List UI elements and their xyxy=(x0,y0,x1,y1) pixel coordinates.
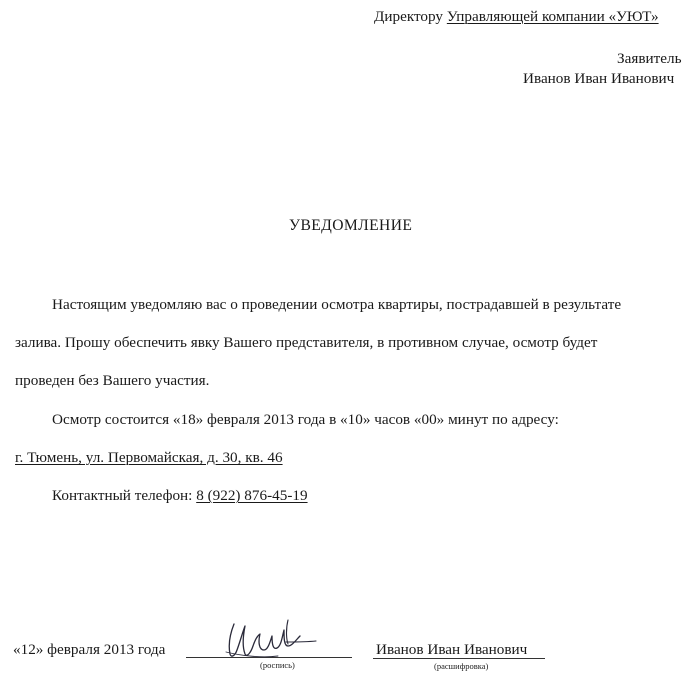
contact-phone-line xyxy=(52,487,308,505)
addressee-company: Управляющей компании «УЮТ» xyxy=(446,8,659,25)
signing-date: «12» февраля 2013 года xyxy=(13,641,166,658)
body-paragraph-1-line-3: проведен без Вашего участия. xyxy=(15,372,210,389)
signer-name: Иванов Иван Иванович xyxy=(376,641,528,658)
applicant-label: Заявитель xyxy=(617,50,682,67)
addressee-line xyxy=(374,8,659,26)
handwritten-signature xyxy=(212,612,322,664)
phone-number: 8 (922) 876-45-19 xyxy=(196,487,308,504)
body-paragraph-1-line-1: Настоящим уведомляю вас о проведении осмотра квартиры, пострадавшей в результате xyxy=(52,296,622,313)
name-caption: (расшифровка) xyxy=(434,661,489,671)
name-line xyxy=(373,658,545,659)
phone-label: Контактный телефон: xyxy=(52,487,197,504)
document-title: УВЕДОМЛЕНИЕ xyxy=(289,217,413,234)
signature-caption: (роспись) xyxy=(260,660,295,670)
addressee-prefix: Директору xyxy=(374,8,447,25)
applicant-name: Иванов Иван Иванович xyxy=(523,70,675,87)
inspection-address: г. Тюмень, ул. Первомайская, д. 30, кв. 46 xyxy=(15,449,283,466)
body-paragraph-1-line-2: залива. Прошу обеспечить явку Вашего представителя, в противном случае, осмотр будет xyxy=(15,334,598,351)
inspection-schedule: Осмотр состоится «18» февраля 2013 года в «10» часов «00» минут по адресу: xyxy=(52,411,559,428)
